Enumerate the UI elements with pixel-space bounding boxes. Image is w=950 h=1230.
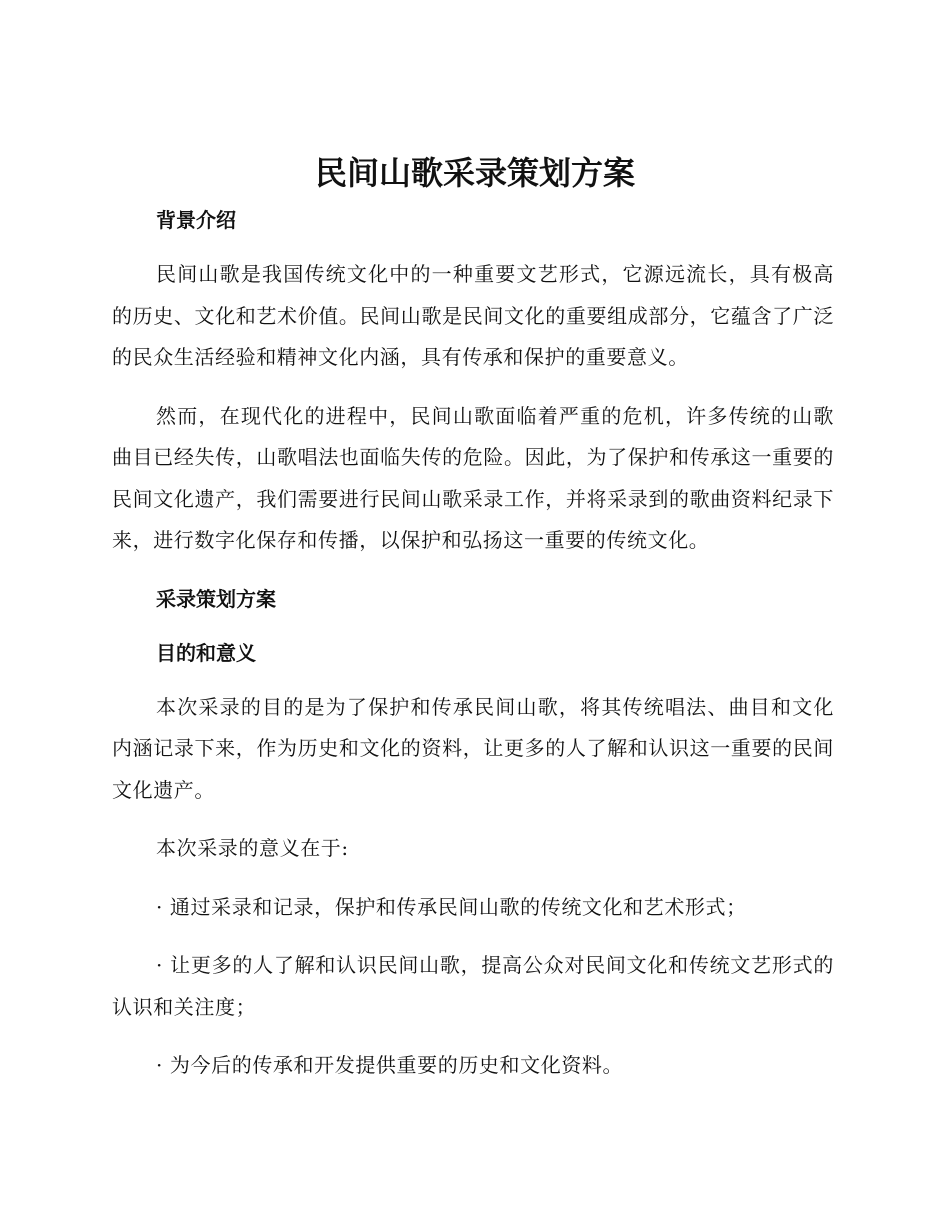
paragraph-purpose: 本次采录的目的是为了保护和传承民间山歌，将其传统唱法、曲目和文化内涵记录下来，作为历史和文化的资料，让更多的人了解和认识这一重要的民间文化遗产。 — [112, 694, 834, 802]
bullet-item: · 通过采录和记录，保护和传承民间山歌的传统文化和艺术形式； — [156, 894, 747, 919]
document-body — [112, 200, 834, 1087]
document-title: 民间山歌采录策划方案 — [314, 154, 635, 192]
bullet-item: · 让更多的人了解和认识民间山歌，提高公众对民间文化和传统文艺形式的认识和关注度； — [112, 953, 834, 1019]
heading-plan: 采录策划方案 — [156, 586, 276, 611]
bullet-item: · 为今后的传承和开发提供重要的历史和文化资料。 — [156, 1053, 624, 1077]
heading-background: 背景介绍 — [156, 208, 236, 232]
paragraph-background-2: 然而，在现代化的进程中，民间山歌面临着严重的危机，许多传统的山歌曲目已经失传，山歌唱法也面临失传的危险。因此，为了保护和传承这一重要的民间文化遗产，我们需要进行民间山歌采录工作，并将采录到的歌曲资料纪录下来，进行数字化保存和传播，以保护和弘扬这一重要的传统文化。 — [112, 403, 834, 552]
paragraph-background-1: 民间山歌是我国传统文化中的一种重要文艺形式，它源远流长，具有极高的历史、文化和艺术价值。民间山歌是民间文化的重要组成部分，它蕴含了广泛的民众生活经验和精神文化内涵，具有传承和保护的重要意义。 — [112, 262, 834, 369]
paragraph-significance-intro: 本次采录的意义在于: — [156, 836, 349, 860]
heading-purpose: 目的和意义 — [156, 640, 256, 665]
